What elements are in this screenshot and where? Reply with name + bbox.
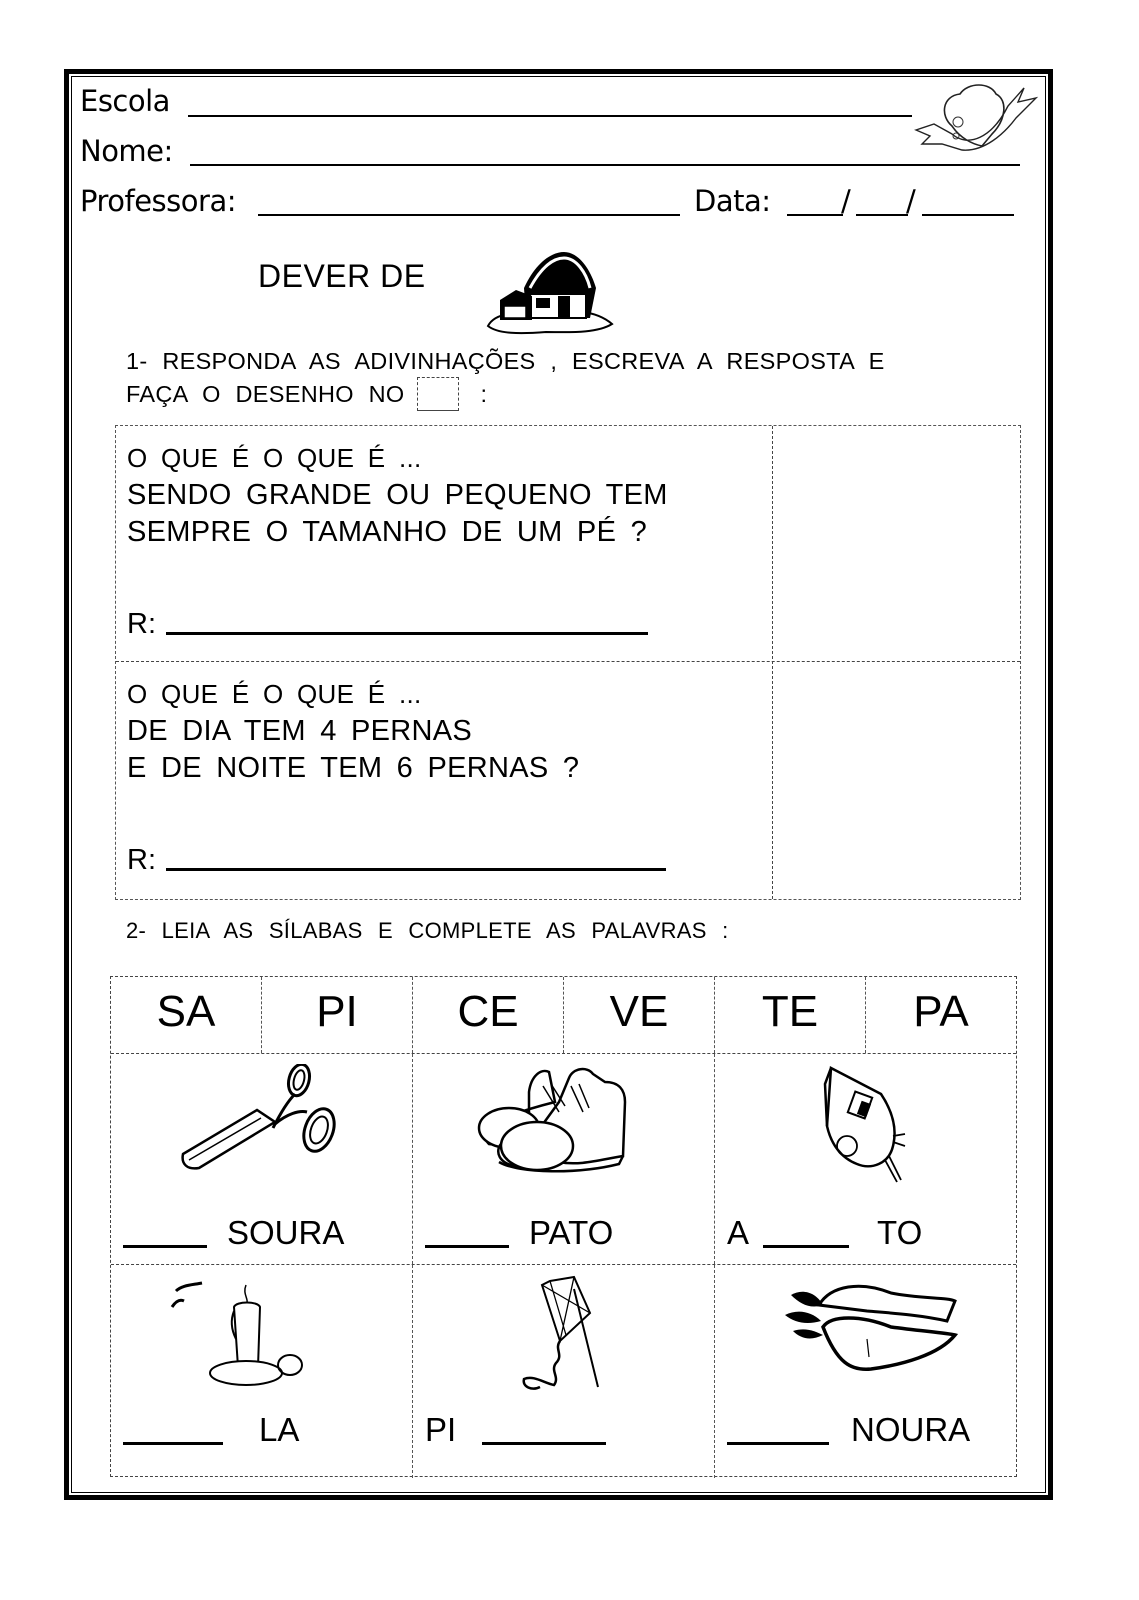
date-day-field[interactable] [787,214,843,216]
riddle-1-line2: SEMPRE O TAMANHO DE UM PÉ ? [127,516,647,548]
riddle-1-drawing-box[interactable] [773,426,1021,661]
riddle-2-line1: DE DIA TEM 4 PERNAS [127,715,473,747]
riddle-2-line2: E DE NOITE TEM 6 PERNAS ? [127,752,580,784]
question-1-colon: : [480,381,488,407]
word-cell-whistle [715,1054,1016,1264]
school-label: Escola [80,84,170,118]
word-suffix: LA [259,1411,300,1448]
word-cell-scissors [111,1054,413,1264]
riddle-2-drawing-box[interactable] [773,662,1021,900]
blank-field[interactable] [763,1244,849,1248]
riddle-2-answer-label: R: [127,844,156,876]
school-field[interactable] [188,115,912,117]
date-year-field[interactable] [922,214,1014,216]
blank-field[interactable] [123,1441,223,1445]
riddle-1-answer-label: R: [127,608,156,640]
blank-field[interactable] [482,1441,606,1445]
drawing-box-example [417,377,459,411]
date-separator: / [841,184,851,218]
house-icon [486,248,616,336]
word-prefix: PI [425,1411,457,1448]
riddle-1-intro: O QUE É O QUE É ... [127,443,422,473]
words-row-1 [111,1054,1016,1265]
word-suffix: PATO [529,1214,614,1251]
word-prefix: A [727,1214,750,1251]
riddle-2-answer-field[interactable] [166,867,666,871]
date-label: Data: [694,184,771,218]
word-cell-shoes [413,1054,715,1264]
blank-field[interactable] [727,1441,829,1445]
question-1-instructions [126,345,885,411]
syllables-table [110,976,1017,1477]
word-suffix: TO [877,1214,923,1251]
word-cell-candle [111,1265,413,1478]
date-separator: / [906,184,916,218]
riddles-table [115,425,1021,900]
teacher-label: Professora: [80,184,236,218]
riddle-2-intro: O QUE É O QUE É ... [127,679,422,709]
riddle-1-line1: SENDO GRANDE OU PEQUENO TEM [127,479,668,511]
whistle-icon [801,1064,931,1184]
syllable-cell: SA [111,977,262,1053]
candle-icon [162,1271,322,1391]
riddle-1 [116,426,773,661]
syllable-cell: VE [564,977,715,1053]
date-month-field[interactable] [856,214,908,216]
riddle-1-answer-field[interactable] [166,631,648,635]
riddle-2 [116,662,773,900]
syllable-cell: PI [262,977,413,1053]
question-1-line1: 1- RESPONDA AS ADIVINHAÇÕES , ESCREVA A RESPOSTA E [126,348,885,374]
word-suffix: NOURA [851,1411,971,1448]
word-suffix: SOURA [227,1214,345,1251]
word-cell-carrot [715,1265,1016,1478]
shoes-icon [469,1062,659,1182]
page-title: DEVER DE [258,258,426,294]
blank-field[interactable] [425,1244,509,1248]
blank-field[interactable] [123,1244,207,1248]
question-1-line2: FAÇA O DESENHO NO [126,381,405,407]
question-2-instructions: 2- LEIA AS SÍLABAS E COMPLETE AS PALAVRAS : [126,918,729,943]
kite-icon [494,1275,614,1405]
syllables-row [111,977,1016,1054]
heart-ribbon-icon [912,78,1042,158]
syllable-cell: CE [413,977,564,1053]
syllable-cell: PA [913,987,969,1036]
word-cell-kite [413,1265,715,1478]
teacher-field[interactable] [258,214,680,216]
name-label: Nome: [80,134,173,168]
scissors-icon [177,1064,347,1174]
carrot-icon [771,1275,961,1375]
name-field[interactable] [190,164,1020,166]
words-row-2 [111,1265,1016,1478]
syllable-cell: TE [715,977,866,1053]
